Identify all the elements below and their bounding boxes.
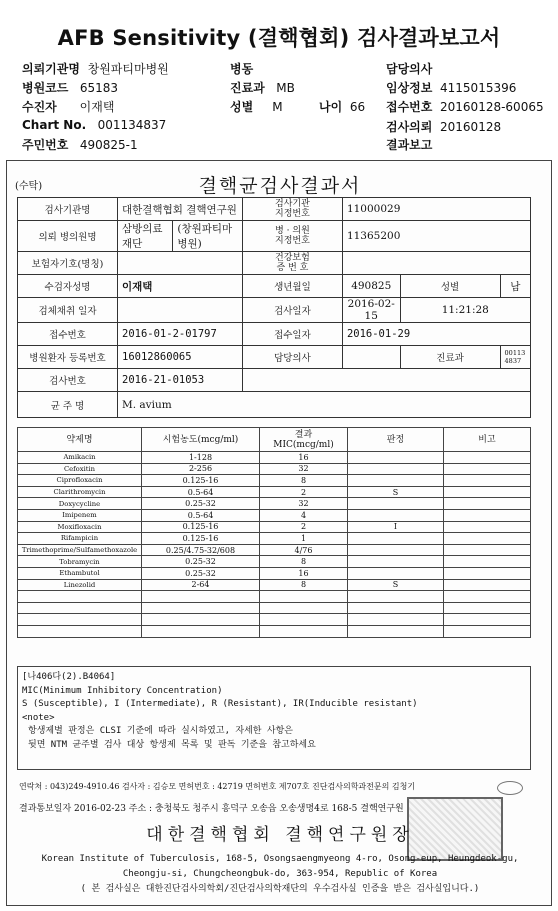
species: M. avium bbox=[118, 392, 531, 418]
col-range: 시험농도(mcg/ml) bbox=[142, 428, 260, 452]
institution-name: 대한결핵협회 결핵연구원장 bbox=[146, 825, 414, 845]
test-time: 11:21:28 bbox=[400, 298, 530, 323]
clinic-code: 11365200 bbox=[342, 221, 530, 252]
interpretation bbox=[348, 625, 444, 637]
drug-row bbox=[18, 475, 531, 487]
label: 검사기관 지정번호 bbox=[242, 198, 342, 221]
drug-name: Amikacin bbox=[18, 452, 142, 464]
note-line: [나406다(2).B4064] bbox=[22, 672, 116, 682]
drug-name: Linezolid bbox=[18, 579, 142, 591]
drug-name: Trimethoprime/Sulfamethoxazole bbox=[18, 544, 142, 556]
col-note: 비고 bbox=[444, 428, 531, 452]
insure-no bbox=[342, 252, 530, 275]
drug-name: Imipenem bbox=[18, 509, 142, 521]
label: 성별 bbox=[400, 275, 500, 298]
report-title: 결핵균검사결과서 bbox=[198, 175, 362, 197]
drug-row bbox=[18, 486, 531, 498]
mic-value: 8 bbox=[260, 579, 348, 591]
drug-name: Ethambutol bbox=[18, 567, 142, 579]
drug-row bbox=[18, 544, 531, 556]
remark bbox=[444, 556, 531, 568]
interpretation: I bbox=[348, 521, 444, 533]
interpretation bbox=[348, 452, 444, 464]
age-row: 나이 66 bbox=[319, 100, 366, 114]
mic-value: 2 bbox=[260, 521, 348, 533]
drug-row bbox=[18, 579, 531, 591]
test-range: 0.5-64 bbox=[142, 509, 260, 521]
label: 수검자성명 bbox=[18, 275, 118, 298]
test-range: 0.25/4.75-32/608 bbox=[142, 544, 260, 556]
scanned-report bbox=[6, 160, 552, 906]
drug-name bbox=[18, 591, 142, 603]
label: 생년월일 bbox=[242, 275, 342, 298]
remark bbox=[444, 533, 531, 545]
dept-row: 진료과 MB bbox=[230, 81, 295, 95]
label: 검사기관명 bbox=[18, 198, 118, 221]
note-line: 뒷면 NTM 균주별 검사 대상 항생제 목록 및 판독 기준을 참고하세요 bbox=[28, 739, 316, 750]
drug-row bbox=[18, 625, 531, 637]
chart-row: Chart No. 001134837 bbox=[22, 118, 167, 132]
remark bbox=[444, 452, 531, 464]
insure bbox=[118, 252, 243, 275]
interpretation bbox=[348, 544, 444, 556]
mic-value: 8 bbox=[260, 556, 348, 568]
drug-row bbox=[18, 452, 531, 464]
test-range: 0.125-16 bbox=[142, 521, 260, 533]
doctor bbox=[342, 346, 400, 369]
test-range: 0.5-64 bbox=[142, 486, 260, 498]
req-org-row: 의뢰기관명 창원파티마병원 bbox=[22, 62, 169, 76]
test-date: 2016-02-15 bbox=[342, 298, 400, 323]
address-line: Cheongju-si, Chungcheongbuk-do, 363-954, Republic of Korea bbox=[122, 869, 438, 879]
drug-row bbox=[18, 591, 531, 603]
mic-value: 16 bbox=[260, 567, 348, 579]
remark bbox=[444, 486, 531, 498]
test-range bbox=[142, 591, 260, 603]
mic-value bbox=[260, 591, 348, 603]
hosp-code-row: 병원코드 65183 bbox=[22, 81, 119, 95]
clinic-sub: (창원파티마병원) bbox=[173, 221, 243, 252]
drug-name: Ciprofloxacin bbox=[18, 475, 142, 487]
drug-name: Rifampicin bbox=[18, 533, 142, 545]
page-title: AFB Sensitivity (결핵협회) 검사결과보고서 bbox=[57, 26, 501, 50]
drug-name: Tobramycin bbox=[18, 556, 142, 568]
remark bbox=[444, 463, 531, 475]
remark bbox=[444, 498, 531, 510]
test-range: 0.125-16 bbox=[142, 475, 260, 487]
ward-row: 병동 bbox=[230, 62, 254, 76]
clinical-row: 임상정보 4115015396 bbox=[386, 81, 517, 95]
drug-table bbox=[17, 427, 531, 638]
drug-name bbox=[18, 602, 142, 614]
reqdate-row: 검사의뢰 20160128 bbox=[386, 120, 502, 134]
mic-value bbox=[260, 602, 348, 614]
sex-row: 성별 M bbox=[230, 100, 283, 114]
drug-row bbox=[18, 556, 531, 568]
signature-mark bbox=[497, 781, 523, 795]
note-line: S (Susceptible), I (Intermediate), R (Resistant), IR(Inducible resistant) bbox=[22, 699, 418, 710]
receipt-no: 2016-01-2-01797 bbox=[118, 323, 243, 346]
test-range: 0.25-32 bbox=[142, 556, 260, 568]
english-address bbox=[7, 852, 553, 897]
doctor-row: 담당의사 bbox=[386, 62, 433, 76]
test-range bbox=[142, 602, 260, 614]
patient-row: 수진자 이재택 bbox=[22, 100, 115, 114]
label: 검사일자 bbox=[242, 298, 342, 323]
label: 진료과 bbox=[400, 346, 500, 369]
test-no: 2016-21-01053 bbox=[118, 369, 243, 392]
test-range: 2-256 bbox=[142, 463, 260, 475]
label: 검체채취 일자 bbox=[18, 298, 118, 323]
interpretation: S bbox=[348, 579, 444, 591]
remark bbox=[444, 544, 531, 556]
label: 접수번호 bbox=[18, 323, 118, 346]
mic-value: 32 bbox=[260, 498, 348, 510]
drug-row bbox=[18, 509, 531, 521]
patient-name: 이재택 bbox=[118, 275, 243, 298]
label: 접수일자 bbox=[242, 323, 342, 346]
remark bbox=[444, 567, 531, 579]
label: 의뢰 병의원명 bbox=[18, 221, 118, 252]
interpretation bbox=[348, 602, 444, 614]
dept: 001134837 bbox=[500, 346, 530, 369]
interpretation bbox=[348, 556, 444, 568]
receipt-row: 접수번호 20160128-60065 bbox=[386, 100, 544, 114]
remark bbox=[444, 509, 531, 521]
interpretation bbox=[348, 463, 444, 475]
footer-date-address: 결과통보일자 2016-02-23 주소 : 충청북도 청주시 흥덕구 오송읍 오송생명4로 168-5 결핵연구원 bbox=[19, 804, 404, 814]
drug-row bbox=[18, 567, 531, 579]
test-range bbox=[142, 625, 260, 637]
drug-name bbox=[18, 614, 142, 626]
label: 보험자기호(명칭) bbox=[18, 252, 118, 275]
col-mic: 결과 MIC(mcg/ml) bbox=[260, 428, 348, 452]
collect-date bbox=[118, 298, 243, 323]
blank bbox=[242, 369, 530, 392]
report-row: 결과보고 bbox=[386, 138, 433, 152]
interpretation bbox=[348, 533, 444, 545]
label: 담당의사 bbox=[242, 346, 342, 369]
clinic: 삼방의료재단 bbox=[118, 221, 173, 252]
drug-row bbox=[18, 602, 531, 614]
col-drug: 약제명 bbox=[18, 428, 142, 452]
remark bbox=[444, 579, 531, 591]
mic-value bbox=[260, 625, 348, 637]
sex: 남 bbox=[500, 275, 530, 298]
receipt-date: 2016-01-29 bbox=[342, 323, 530, 346]
interpretation bbox=[348, 614, 444, 626]
mic-value: 16 bbox=[260, 452, 348, 464]
remark bbox=[444, 602, 531, 614]
remark bbox=[444, 625, 531, 637]
reg-no: 16012860065 bbox=[118, 346, 243, 369]
mic-value: 4 bbox=[260, 509, 348, 521]
label: 건강보험 증 번 호 bbox=[242, 252, 342, 275]
note-line: 항생제별 판정은 CLSI 기준에 따라 실시하였고, 자세한 사항은 bbox=[28, 726, 293, 737]
interpretation bbox=[348, 509, 444, 521]
footer-contact: 연락처 : 043)249-4910.46 검사자 : 김승모 면허번호 : 42719 면허번호 제707호 진단검사의학과전문의 김청기 bbox=[19, 782, 416, 791]
drug-name: Doxycycline bbox=[18, 498, 142, 510]
drug-row bbox=[18, 521, 531, 533]
remark bbox=[444, 521, 531, 533]
remark bbox=[444, 475, 531, 487]
note-line: MIC(Minimum Inhibitory Concentration) bbox=[22, 685, 223, 696]
drug-name bbox=[18, 625, 142, 637]
interpretation: S bbox=[348, 486, 444, 498]
drug-row bbox=[18, 463, 531, 475]
interpretation bbox=[348, 475, 444, 487]
test-range: 2-64 bbox=[142, 579, 260, 591]
drug-row bbox=[18, 533, 531, 545]
mic-value bbox=[260, 614, 348, 626]
patient-info-table bbox=[17, 197, 531, 418]
label: 병 · 의원 지정번호 bbox=[242, 221, 342, 252]
test-range: 0.25-32 bbox=[142, 498, 260, 510]
notes-box bbox=[17, 666, 531, 770]
mic-value: 4/76 bbox=[260, 544, 348, 556]
test-range: 0.125-16 bbox=[142, 533, 260, 545]
col-interp: 판정 bbox=[348, 428, 444, 452]
certification-note: ( 본 검사실은 대한진단검사의학회/진단검사의학재단의 우수검사실 인증을 받은 검사실입니다.) bbox=[80, 884, 480, 894]
label: 검사번호 bbox=[18, 369, 118, 392]
test-org: 대한결핵협회 결핵연구원 bbox=[118, 198, 243, 221]
remark bbox=[444, 614, 531, 626]
rrn-row: 주민번호 490825-1 bbox=[22, 138, 138, 152]
mic-value: 2 bbox=[260, 486, 348, 498]
interpretation bbox=[348, 591, 444, 603]
mic-value: 1 bbox=[260, 533, 348, 545]
mic-value: 8 bbox=[260, 475, 348, 487]
remark bbox=[444, 591, 531, 603]
interpretation bbox=[348, 498, 444, 510]
mic-value: 32 bbox=[260, 463, 348, 475]
drug-row bbox=[18, 498, 531, 510]
drug-name: Cefoxitin bbox=[18, 463, 142, 475]
drug-name: Moxifloxacin bbox=[18, 521, 142, 533]
test-range bbox=[142, 614, 260, 626]
address-line: Korean Institute of Tuberculosis, 168-5, Osongsaengmyeong 4-ro, Osong-eup, Heungdeok-gu, bbox=[41, 854, 519, 864]
note-line: <note> bbox=[22, 712, 55, 723]
interpretation bbox=[348, 567, 444, 579]
label: 병원환자 등록번호 bbox=[18, 346, 118, 369]
dob: 490825 bbox=[342, 275, 400, 298]
consign-tag: (수탁) bbox=[15, 181, 43, 192]
drug-name: Clarithromycin bbox=[18, 486, 142, 498]
drug-row bbox=[18, 614, 531, 626]
test-range: 0.25-32 bbox=[142, 567, 260, 579]
label: 균 주 명 bbox=[18, 392, 118, 418]
test-range: 1-128 bbox=[142, 452, 260, 464]
test-code: 11000029 bbox=[342, 198, 530, 221]
